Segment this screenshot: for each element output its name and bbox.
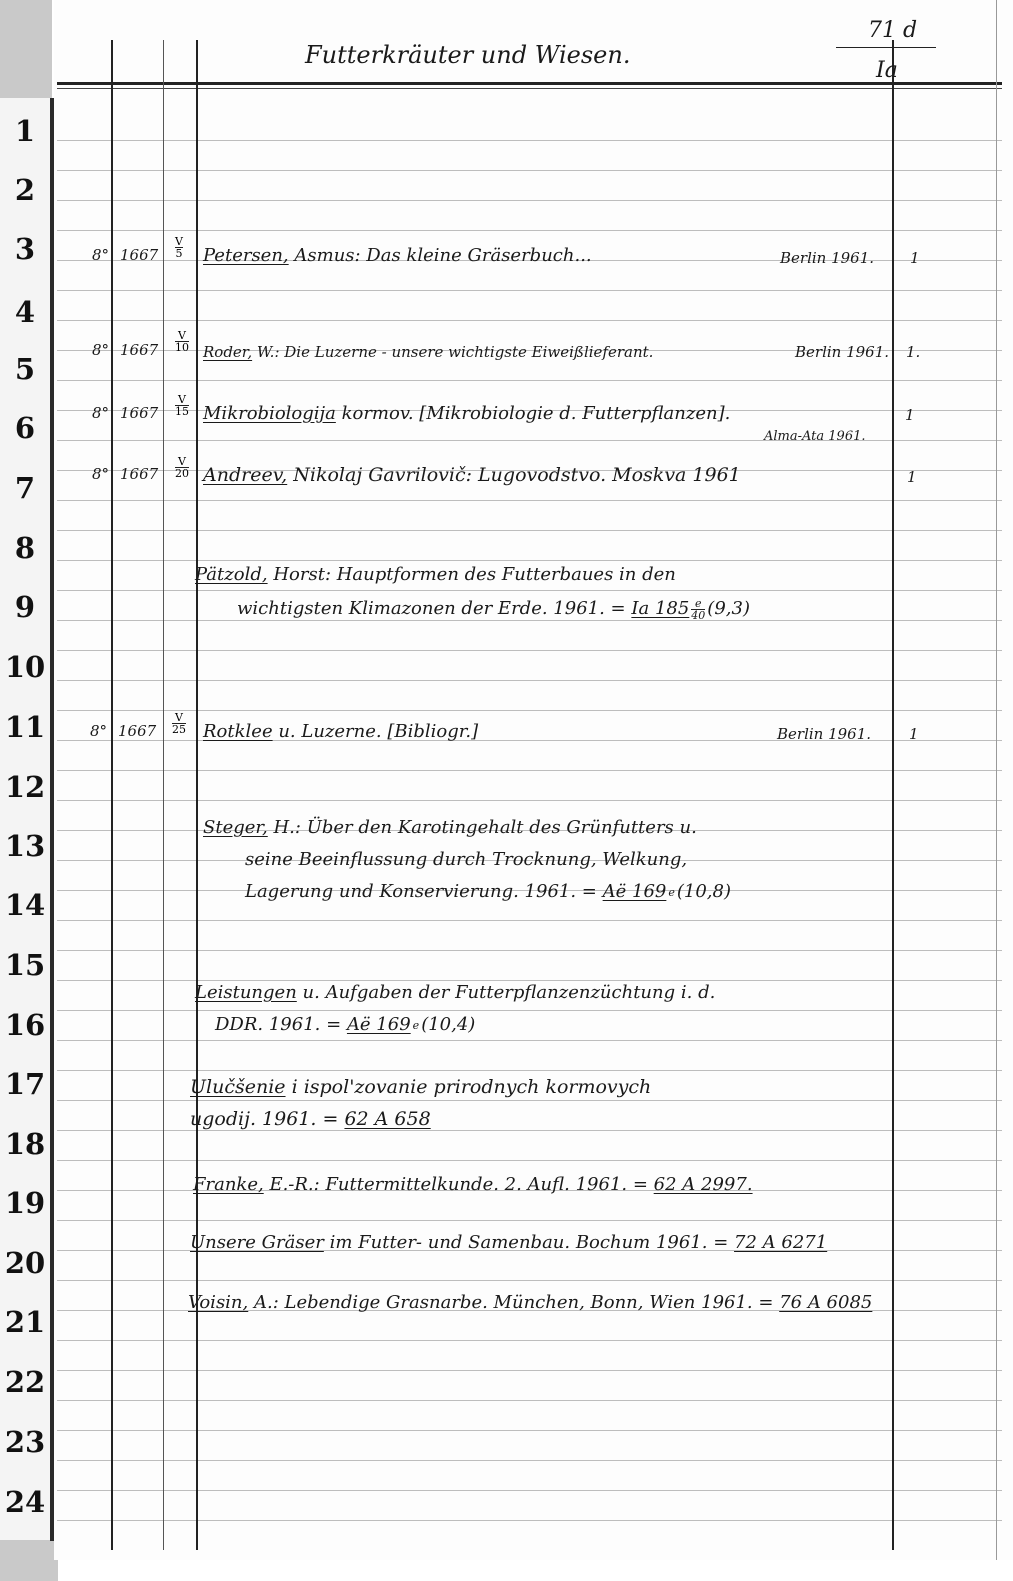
ruled-line [57,560,1002,561]
ruled-line [57,1100,1002,1101]
row-number: 12 [4,770,46,804]
ruled-line [57,200,1002,201]
entry-text-cont: wichtigsten Klimazonen der Erde. 1961. = Ia 185 $\frac{e}{40}$ (9,3) [237,596,750,622]
ruled-line [57,320,1002,321]
page-title: Futterkräuter und Wiesen. [305,41,631,69]
entry-count: 1 [910,249,920,267]
ruled-line [57,230,1002,231]
ruled-line [57,140,1002,141]
entry-text: Andreev, Nikolaj Gavrilovič: Lugovodstvo. Moskva 1961 [203,464,741,486]
row-number: 22 [4,1365,46,1399]
row-number: 21 [4,1305,46,1339]
ruled-line [57,650,1002,651]
entry-format: 8° [92,404,110,422]
row-number: 14 [4,888,46,922]
ruled-line [57,1520,1002,1521]
row-number: 7 [14,471,36,505]
entry-number: 1667 [120,246,159,264]
row-number: 16 [4,1008,46,1042]
ruled-line [57,800,1002,801]
ruled-line [57,1460,1002,1461]
ruled-line [57,380,1002,381]
ruled-line [57,170,1002,171]
entry-text: Ulučšenie i ispol'zovanie prirodnych kormovych [190,1076,652,1098]
entry-count: 1 [905,406,915,424]
header-rule [57,82,1002,85]
ruled-line [57,1040,1002,1041]
ruled-line [57,1430,1002,1431]
ruled-line [57,1400,1002,1401]
column-rule-number [163,40,164,1550]
row-number: 24 [4,1485,46,1519]
ruled-line [57,950,1002,951]
entry-text: Roder, W.: Die Luzerne - unsere wichtigste Eiweißlieferant. [203,343,654,361]
row-number: 13 [4,829,46,863]
shelf-mark-rule [836,47,936,48]
row-number: 2 [14,173,36,207]
entry-format: 8° [90,722,108,740]
entry-text: Voisin, A.: Lebendige Grasnarbe. München, Bonn, Wien 1961. = 76 A 6085 [188,1292,873,1313]
entry-text: Pätzold, Horst: Hauptformen des Futterbaues in den [195,564,676,585]
entry-format: 8° [92,465,110,483]
ruled-line [57,680,1002,681]
entry-number: 1667 [120,465,159,483]
row-number: 10 [4,650,46,684]
row-number: 15 [4,948,46,982]
entry-text: Petersen, Asmus: Das kleine Gräserbuch... [203,245,592,266]
entry-text: Steger, H.: Über den Karotingehalt des Grünfutters u. [203,817,697,838]
ruled-line [57,1340,1002,1341]
entry-subnumber: $\frac{V}{15}$ [175,393,189,418]
row-number: 18 [4,1127,46,1161]
ruled-line [57,1010,1002,1011]
row-number: 6 [14,411,36,445]
entry-place-year: Berlin 1961. [777,725,872,743]
row-number: 20 [4,1246,46,1280]
row-number: 1 [14,114,36,148]
entry-number: 1667 [120,341,159,359]
entry-text: Rotklee u. Luzerne. [Bibliogr.] [203,721,479,742]
row-number: 4 [14,295,36,329]
row-number: 9 [14,590,36,624]
entry-subnumber: $\frac{V}{20}$ [175,455,189,480]
entry-text-cont: ugodij. 1961. = 62 A 658 [190,1108,431,1130]
column-rule-title [196,40,198,1550]
ruled-line [57,500,1002,501]
entry-text-cont: seine Beeinflussung durch Trocknung, Welkung, [245,849,688,870]
margin-top-block [0,0,52,98]
row-number: 17 [4,1067,46,1101]
ruled-line [57,1490,1002,1491]
margin-bottom-block [0,1540,58,1581]
entry-text: Unsere Gräser im Futter- und Samenbau. Bochum 1961. = 72 A 6271 [190,1232,828,1253]
entry-text-cont: DDR. 1961. = Aë 169 e (10,4) [215,1014,476,1035]
entry-place-year: Alma-Ata 1961. [764,429,866,444]
entry-place-year: Berlin 1961. [795,343,890,361]
ruled-line [57,290,1002,291]
row-number: 19 [4,1186,46,1220]
entry-count: 1. [906,343,921,361]
row-number: 11 [4,710,46,744]
row-number: 23 [4,1425,46,1459]
ruled-line [57,710,1002,711]
ruled-line [57,770,1002,771]
ruled-line [57,1220,1002,1221]
shelf-mark-top: 71 d [868,18,918,43]
entry-number: 1667 [120,404,159,422]
column-rule-count [892,40,894,1550]
row-number: 8 [14,531,36,565]
entry-text-cont: Lagerung und Konservierung. 1961. = Aë 169 e (10,8) [245,881,731,902]
ruled-line [57,1370,1002,1371]
entry-text: Leistungen u. Aufgaben der Futterpflanzenzüchtung i. d. [195,982,716,1003]
margin-edge [50,98,54,1541]
header-rule-thin [57,88,1002,89]
entry-subnumber: $\frac{V}{5}$ [175,235,183,260]
entry-count: 1 [907,468,917,486]
ruled-line [57,920,1002,921]
ruled-line [57,1280,1002,1281]
row-number: 3 [14,232,36,266]
ruled-line [57,1160,1002,1161]
entry-text: Franke, E.-R.: Futtermittelkunde. 2. Aufl. 1961. = 62 A 2997. [193,1174,753,1195]
entry-place-year: Berlin 1961. [780,249,875,267]
entry-count: 1 [909,725,919,743]
shelf-mark-bottom: Ia [876,58,898,83]
entry-text: Mikrobiologija kormov. [Mikrobiologie d. Futterpflanzen]. [203,403,731,424]
entry-subnumber: $\frac{V}{25}$ [172,711,186,736]
column-rule-format [111,40,113,1550]
ruled-line [57,530,1002,531]
entry-format: 8° [92,341,110,359]
entry-format: 8° [92,246,110,264]
entry-subnumber: $\frac{V}{10}$ [175,329,189,354]
ruled-line [57,1070,1002,1071]
row-number: 5 [14,352,36,386]
entry-number: 1667 [118,722,157,740]
ruled-line [57,590,1002,591]
right-edge-rule [996,0,997,1560]
